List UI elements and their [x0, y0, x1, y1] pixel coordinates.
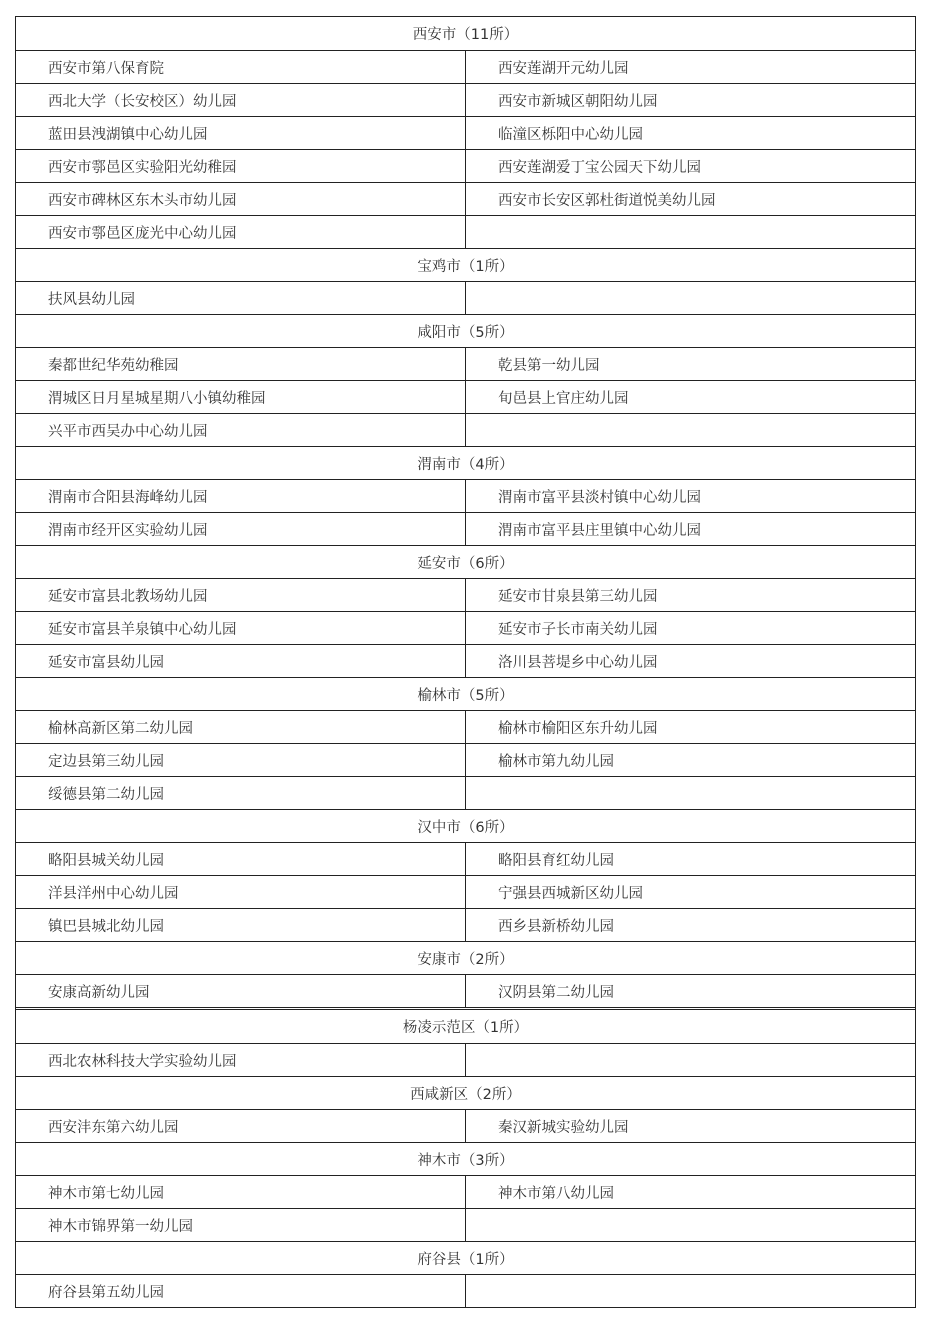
table-row: [16, 578, 915, 611]
region-header: [16, 17, 915, 50]
kindergarten-name-cell: 渭南市富平县庄里镇中心幼儿园: [498, 522, 701, 539]
table-row: [16, 182, 915, 215]
region-header: [16, 1010, 915, 1043]
table-row: [16, 611, 915, 644]
table-section: [16, 1007, 915, 1307]
region-title: 神木市（3所）: [417, 1152, 514, 1169]
kindergarten-name-cell: 延安市富县羊泉镇中心幼儿园: [16, 612, 466, 644]
kindergarten-name-cell: [466, 414, 915, 446]
kindergarten-name-cell: 延安市富县北教场幼儿园: [16, 579, 466, 611]
table-row: [16, 908, 915, 941]
table-row: [16, 1109, 915, 1142]
table-row: [16, 149, 915, 182]
kindergarten-name-cell: 宁强县西城新区幼儿园: [498, 885, 643, 902]
kindergarten-name-cell: 渭南市经开区实验幼儿园: [16, 513, 466, 545]
kindergarten-name-cell: 延安市子长市南关幼儿园: [498, 621, 658, 638]
kindergarten-name-cell: 西安市新城区朝阳幼儿园: [498, 93, 658, 110]
table-row: [16, 1208, 915, 1241]
kindergarten-name-cell: 镇巴县城北幼儿园: [16, 909, 466, 941]
kindergarten-name-cell: 西安市碑林区东木头市幼儿园: [16, 183, 466, 215]
kindergarten-name-cell: [466, 1275, 915, 1307]
region-header: [16, 1142, 915, 1175]
kindergarten-name-cell: 定边县第三幼儿园: [16, 744, 466, 776]
kindergarten-name-cell: 西北大学（长安校区）幼儿园: [16, 84, 466, 116]
kindergarten-name-cell: [466, 216, 915, 248]
region-title: 咸阳市（5所）: [417, 324, 514, 341]
region-title: 府谷县（1所）: [417, 1251, 514, 1268]
kindergarten-name-cell: 汉阴县第二幼儿园: [498, 984, 614, 1001]
kindergarten-name-cell: 榆林市第九幼儿园: [498, 753, 614, 770]
kindergarten-name-cell: 洋县洋州中心幼儿园: [16, 876, 466, 908]
kindergarten-name-cell: 渭南市富平县淡村镇中心幼儿园: [498, 489, 701, 506]
region-title: 西咸新区（2所）: [410, 1086, 521, 1103]
region-header: [16, 1076, 915, 1109]
kindergarten-name-cell: 渭城区日月星城星期八小镇幼稚园: [16, 381, 466, 413]
kindergarten-name-cell: 西安莲湖开元幼儿园: [498, 60, 629, 77]
table-row: [16, 512, 915, 545]
kindergarten-name-cell: 神木市第七幼儿园: [16, 1176, 466, 1208]
table-row: [16, 215, 915, 248]
table-row: [16, 413, 915, 446]
kindergarten-name-cell: 西安市鄠邑区实验阳光幼稚园: [16, 150, 466, 182]
table-row: [16, 842, 915, 875]
kindergarten-name-cell: 扶风县幼儿园: [16, 282, 466, 314]
table-row: [16, 281, 915, 314]
kindergarten-name-cell: 榆林市榆阳区东升幼儿园: [498, 720, 658, 737]
region-title: 西安市（11所）: [412, 27, 519, 43]
table-row: [16, 875, 915, 908]
region-title: 汉中市（6所）: [417, 819, 514, 836]
region-header: [16, 941, 915, 974]
table-row: [16, 1043, 915, 1076]
region-title: 宝鸡市（1所）: [417, 258, 514, 275]
kindergarten-name-cell: 西安市长安区郭杜街道悦美幼儿园: [498, 192, 716, 209]
region-title: 榆林市（5所）: [417, 687, 514, 704]
kindergarten-name-cell: [466, 1044, 915, 1076]
kindergarten-name-cell: 洛川县菩堤乡中心幼儿园: [498, 654, 658, 671]
table-row: [16, 479, 915, 512]
kindergarten-name-cell: 略阳县育红幼儿园: [498, 852, 614, 869]
kindergarten-name-cell: 西安市鄠邑区庞光中心幼儿园: [16, 216, 466, 248]
table-row: [16, 347, 915, 380]
kindergarten-name-cell: 延安市甘泉县第三幼儿园: [498, 588, 658, 605]
region-header: [16, 314, 915, 347]
table-row: [16, 83, 915, 116]
kindergarten-name-cell: 秦都世纪华苑幼稚园: [16, 348, 466, 380]
kindergarten-name-cell: 神木市锦界第一幼儿园: [16, 1209, 466, 1241]
region-title: 渭南市（4所）: [417, 456, 514, 473]
kindergarten-name-cell: 榆林高新区第二幼儿园: [16, 711, 466, 743]
kindergarten-name-cell: 绥德县第二幼儿园: [16, 777, 466, 809]
table-row: [16, 1274, 915, 1307]
region-header: [16, 248, 915, 281]
kindergarten-name-cell: 兴平市西吴办中心幼儿园: [16, 414, 466, 446]
table-row: [16, 50, 915, 83]
table-row: [16, 116, 915, 149]
kindergarten-name-cell: 西安市第八保育院: [16, 51, 466, 83]
kindergarten-name-cell: 蓝田县洩湖镇中心幼儿园: [16, 117, 466, 149]
table-row: [16, 380, 915, 413]
region-header: [16, 809, 915, 842]
region-title: 安康市（2所）: [417, 951, 514, 968]
kindergarten-name-cell: 西乡县新桥幼儿园: [498, 918, 614, 935]
kindergarten-name-cell: [466, 1209, 915, 1241]
table-row: [16, 974, 915, 1007]
kindergarten-name-cell: 府谷县第五幼儿园: [16, 1275, 466, 1307]
region-header: [16, 446, 915, 479]
kindergarten-name-cell: 旬邑县上官庄幼儿园: [498, 390, 629, 407]
kindergarten-name-cell: 略阳县城关幼儿园: [16, 843, 466, 875]
region-header: [16, 545, 915, 578]
kindergarten-name-cell: 秦汉新城实验幼儿园: [498, 1119, 629, 1136]
kindergarten-name-cell: 乾县第一幼儿园: [498, 357, 600, 374]
kindergarten-name-cell: 西安莲湖爱丁宝公园天下幼儿园: [498, 159, 701, 176]
table-row: [16, 743, 915, 776]
region-header: [16, 677, 915, 710]
table-row: [16, 1175, 915, 1208]
region-title: 杨凌示范区（1所）: [402, 1020, 529, 1036]
region-title: 延安市（6所）: [417, 555, 514, 572]
table-row: [16, 644, 915, 677]
table-section: [16, 17, 915, 1007]
table-row: [16, 710, 915, 743]
kindergarten-name-cell: 西安沣东第六幼儿园: [16, 1110, 466, 1142]
kindergarten-name-cell: 临潼区栎阳中心幼儿园: [498, 126, 643, 143]
kindergarten-name-cell: 西北农林科技大学实验幼儿园: [16, 1044, 466, 1076]
region-header: [16, 1241, 915, 1274]
kindergarten-name-cell: 安康高新幼儿园: [16, 975, 466, 1007]
kindergarten-name-cell: 渭南市合阳县海峰幼儿园: [16, 480, 466, 512]
kindergarten-name-cell: 神木市第八幼儿园: [498, 1185, 614, 1202]
table-row: [16, 776, 915, 809]
kindergarten-table: [15, 16, 916, 1308]
kindergarten-name-cell: [466, 282, 915, 314]
kindergarten-name-cell: 延安市富县幼儿园: [16, 645, 466, 677]
kindergarten-name-cell: [466, 777, 915, 809]
